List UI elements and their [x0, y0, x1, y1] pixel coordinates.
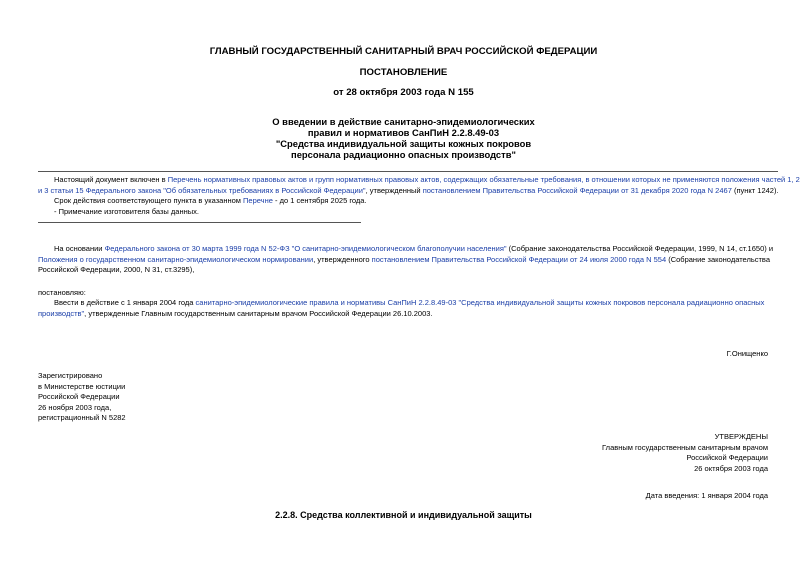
- basis-line: На основании Федерального закона от 30 марта 1999 года N 52-ФЗ "О санитарно-эпидемиологическом благополучии населения" (Собрание законодательства Российской Федерации, 1999, N 14, ст.1650) и: [54, 244, 774, 253]
- divider-top: [38, 171, 778, 172]
- section-title: 2.2.8. Средства коллективной и индивидуальной защиты: [275, 510, 532, 520]
- document-title: [0, 116, 807, 160]
- editor-note: [38, 175, 800, 217]
- resolution-paragraph: [38, 298, 768, 319]
- federal-law-link[interactable]: и 3 статьи 15 Федерального закона "Об обязательных требованиях в Российской Федерации": [38, 185, 366, 195]
- resolution-line: производств", утвержденные Главным государственным санитарным врачом Российской Федерации 26.10.2003.: [38, 308, 433, 318]
- list-of-acts-link[interactable]: Перечень нормативных правовых актов и групп нормативных правовых актов, содержащих обязательные требования, в отношении которых не применяются положения частей 1, 2: [167, 175, 800, 184]
- registration-line: регистрационный N 5282: [38, 413, 126, 422]
- decree-554-link[interactable]: постановлением Правительства Российской Федерации от 24 июля 2000 года N 554: [371, 254, 667, 264]
- issuing-authority: ГЛАВНЫЙ ГОСУДАРСТВЕННЫЙ САНИТАРНЫЙ ВРАЧ РОССИЙСКОЙ ФЕДЕРАЦИИ: [209, 46, 598, 57]
- editor-note-line: - Примечание изготовителя базы данных.: [54, 206, 199, 216]
- basis-line: Российской Федерации, 2000, N 31, ст.3295),: [38, 265, 195, 274]
- list-link[interactable]: Перечне: [243, 196, 273, 205]
- registration-line: в Министерстве юстиции: [38, 381, 126, 391]
- registration-block: [38, 371, 238, 424]
- document-date-number: от 28 октября 2003 года N 155: [333, 87, 474, 98]
- document-title-line: "Средства индивидуальной защиты кожных покровов: [275, 138, 532, 149]
- editor-note-line: Настоящий документ включен в Перечень нормативных правовых актов и групп нормативных правовых актов, содержащих обязательные требования, в отношении которых не применяются положения частей 1, 2: [54, 175, 800, 184]
- regulation-link[interactable]: Положения о государственном санитарно-эпидемиологическом нормировании: [38, 254, 314, 264]
- editor-note-line: и 3 статьи 15 Федерального закона "Об обязательных требованиях в Российской Федерации", утвержденный постановлением Правительства Российской Федерации от 31 декабря 2020 года N 2467 (пункт 1242).: [38, 185, 779, 195]
- approval-line: УТВЕРЖДЕНЫ: [714, 432, 768, 441]
- basis-paragraph: [38, 244, 774, 276]
- signature: Г.Онищенко: [726, 349, 768, 358]
- divider-bottom: [38, 222, 361, 223]
- document-title-line: О введении в действие санитарно-эпидемиологических: [272, 116, 535, 127]
- approval-line: 26 октября 2003 года: [694, 463, 768, 473]
- document-type: ПОСТАНОВЛЕНИЕ: [359, 67, 448, 78]
- registration-line: Зарегистрировано: [38, 371, 103, 380]
- effective-date: Дата введения: 1 января 2004 года: [645, 491, 768, 500]
- resolution-line: Ввести в действие с 1 января 2004 года санитарно-эпидемиологические правила и нормативы СанПиН 2.2.8.49-03 "Средства индивидуальной защиты кожных покровов персонала радиационно опасных: [54, 298, 765, 307]
- document-title-line: персонала радиационно опасных производств": [291, 149, 516, 160]
- document-title-line: правил и нормативов СанПиН 2.2.8.49-03: [307, 127, 500, 138]
- resolve-word: постановляю:: [38, 288, 86, 297]
- government-decree-link[interactable]: постановлением Правительства Российской Федерации от 31 декабря 2020 года N 2467: [422, 185, 732, 195]
- basis-line: Положения о государственном санитарно-эпидемиологическом нормировании, утвержденного постановлением Правительства Российской Федерации от 24 июля 2000 года N 554 (Собрание законодательства: [38, 254, 771, 264]
- registration-line: 26 ноября 2003 года,: [38, 402, 112, 412]
- approval-block: [500, 432, 768, 474]
- editor-note-line: Срок действия соответствующего пункта в указанном Перечне - до 1 сентября 2025 года.: [54, 196, 367, 205]
- sanpin-link-continued[interactable]: производств": [38, 308, 85, 318]
- approval-line: Главным государственным санитарным врачом: [602, 442, 768, 452]
- sanitary-law-link[interactable]: Федерального закона от 30 марта 1999 года N 52-ФЗ "О санитарно-эпидемиологическом благополучии населения": [104, 244, 507, 253]
- sanpin-link[interactable]: санитарно-эпидемиологические правила и нормативы СанПиН 2.2.8.49-03 "Средства индивидуальной защиты кожных покровов персонала радиационно опасных: [195, 298, 765, 307]
- approval-line: Российской Федерации: [686, 453, 768, 462]
- registration-line: Российской Федерации: [38, 392, 120, 401]
